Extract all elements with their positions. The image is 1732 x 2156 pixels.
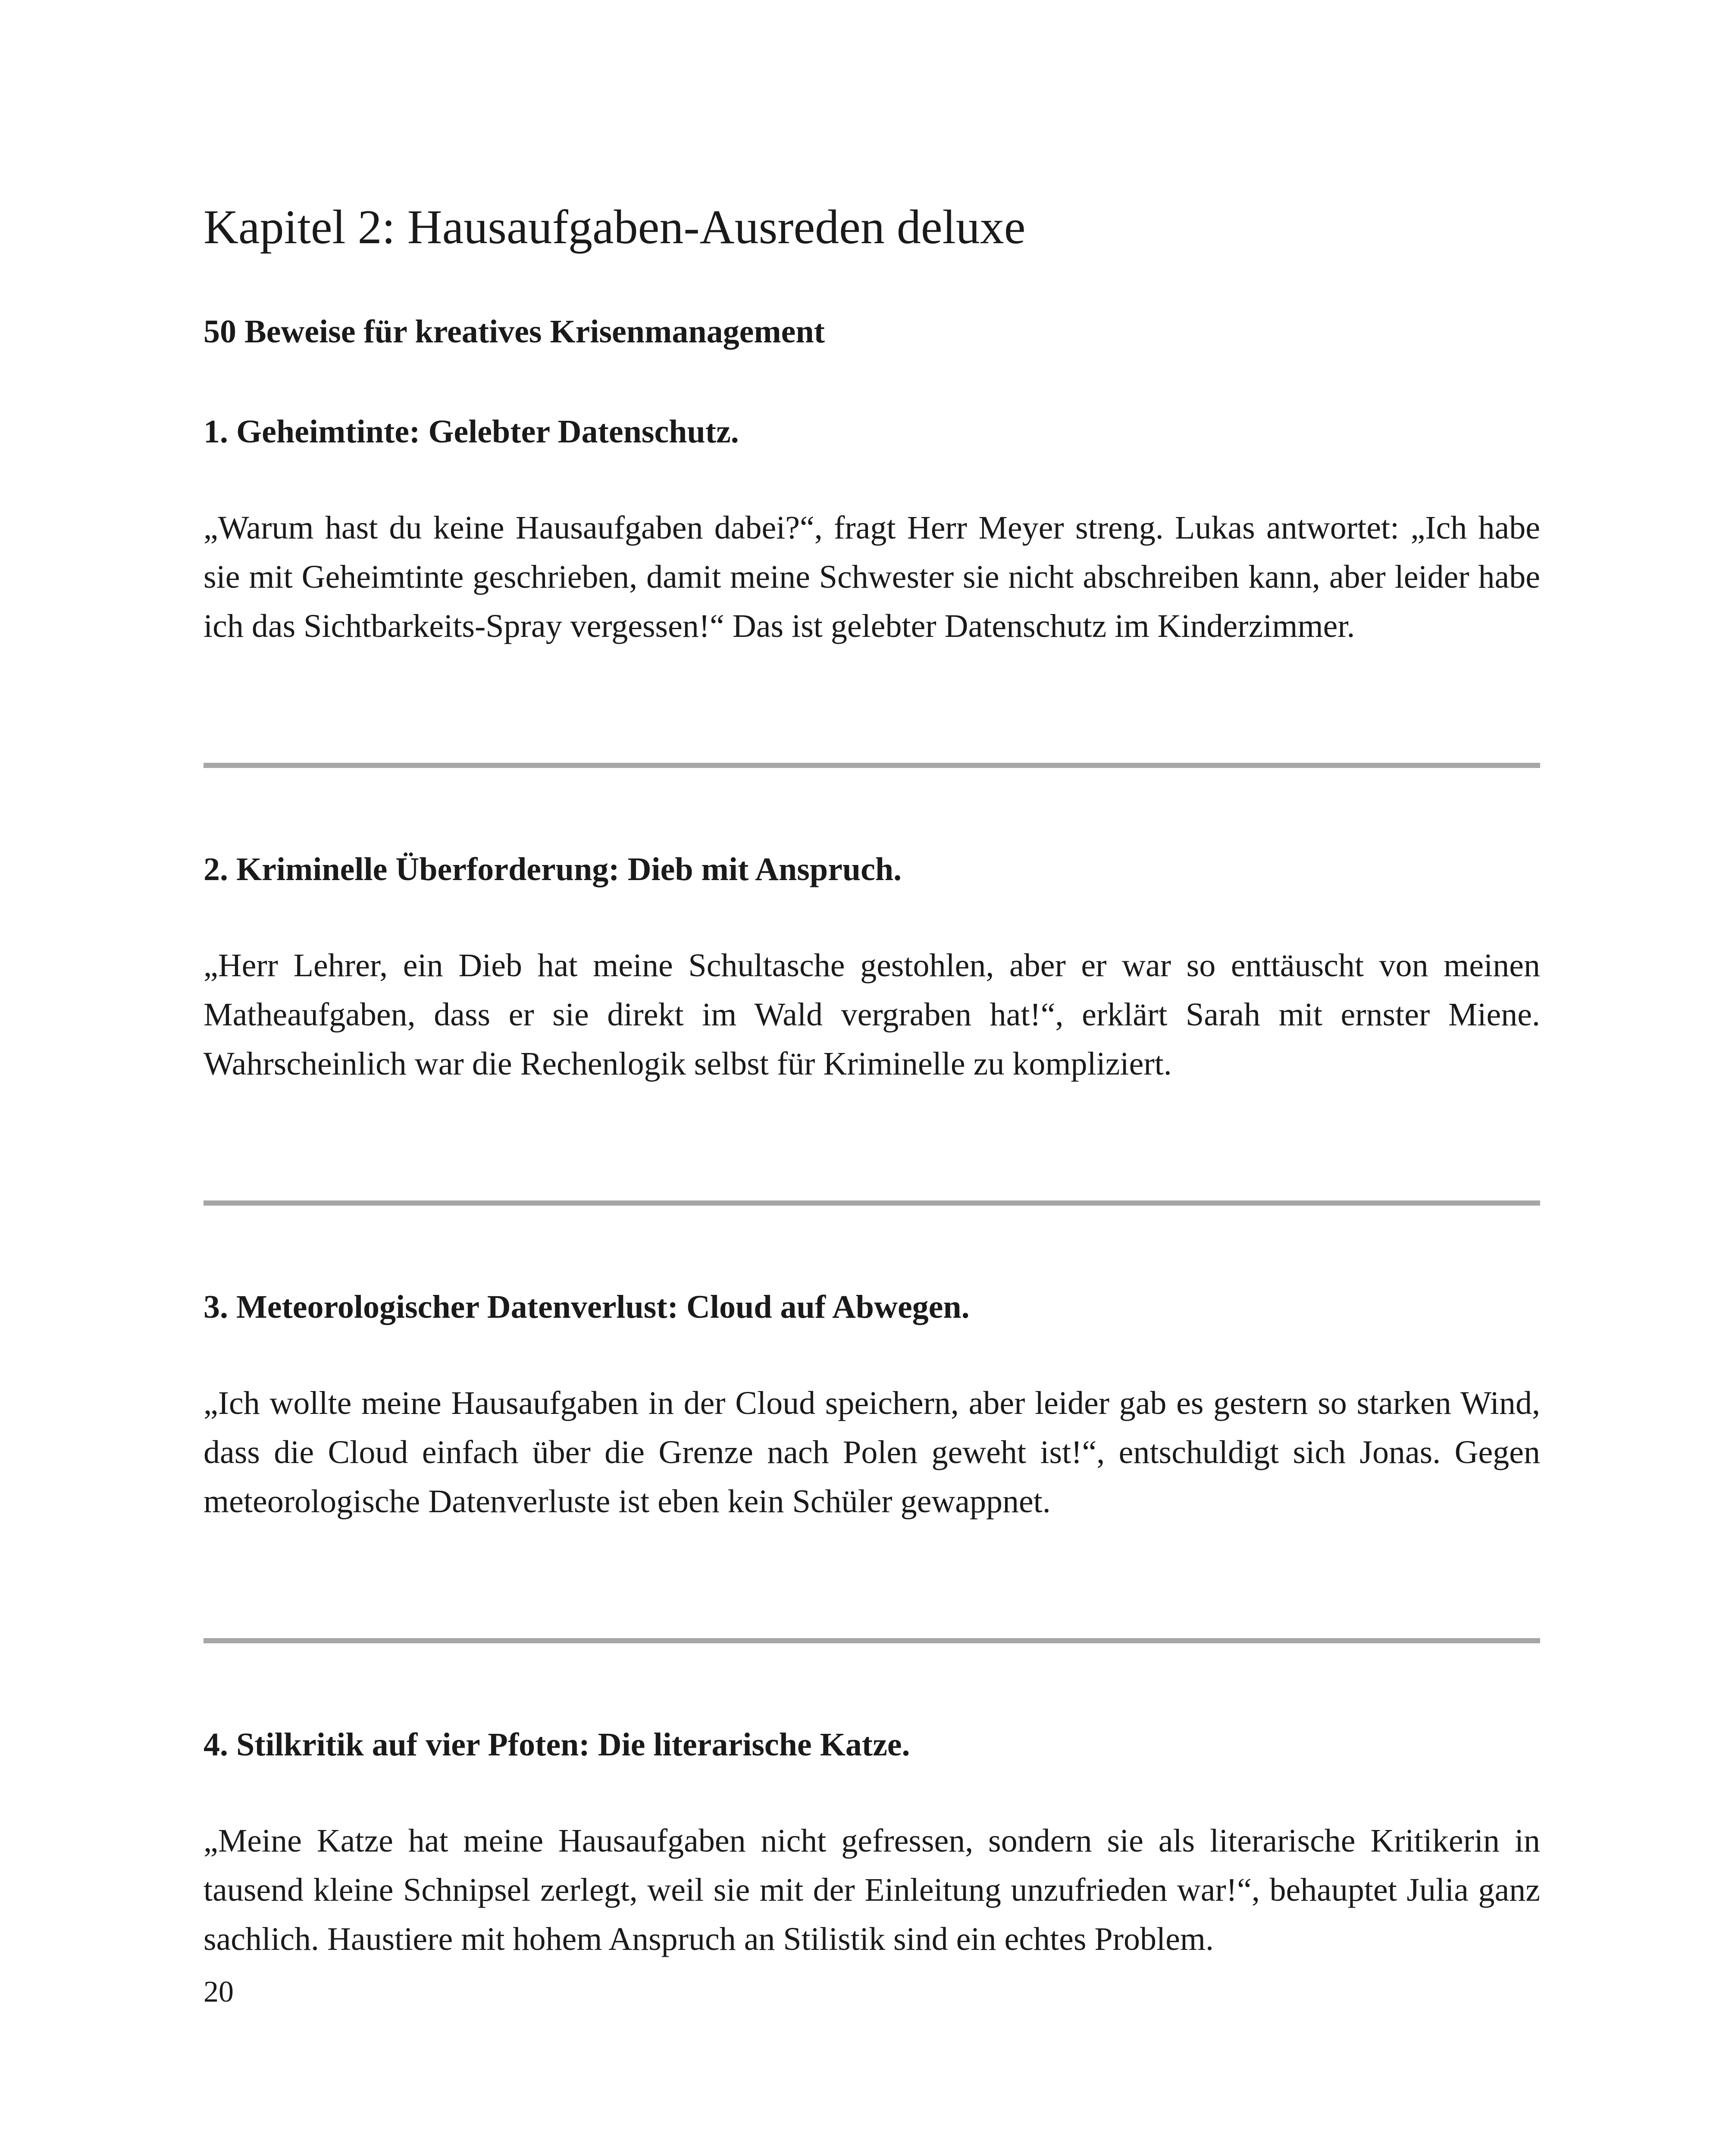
excuse-section-2 [204,850,1540,1088]
excuse-section-1 [204,412,1540,651]
excuse-heading: 3. Meteorologischer Datenverlust: Cloud auf Abwegen. [204,1288,970,1325]
excuse-paragraph: „Meine Katze hat meine Hausaufgaben nicht gefressen, sondern sie als literarische Kritikerin in tausend kleine Schnipsel zerlegt, weil sie mit der Einleitung unzufrieden war!“, behauptet Julia ganz sachlich. Haustiere mit hohem Anspruch an Stilistik sind ein echtes Problem. [204,1823,1540,1958]
excuse-heading: 4. Stilkritik auf vier Pfoten: Die literarische Katze. [204,1727,910,1763]
excuse-heading: 1. Geheimtinte: Gelebter Datenschutz. [204,413,739,450]
excuse-paragraph: „Herr Lehrer, ein Dieb hat meine Schultasche gestohlen, aber er war so enttäuscht von meinen Matheaufgaben, dass er sie direkt im Wald vergraben hat!“, erklärt Sarah mit ernster Miene. Wahrscheinlich war die Rechenlogik selbst für Kriminelle zu kompliziert. [204,947,1540,1082]
excuse-section-4 [204,1725,1540,1964]
excuse-paragraph: „Ich wollte meine Hausaufgaben in der Cloud speichern, aber leider gab es gestern so starken Wind, dass die Cloud einfach über die Grenze nach Polen geweht ist!“, entschuldigt sich Jonas. Gegen meteorologische Datenverluste ist eben kein Schüler gewappnet. [204,1385,1540,1520]
excuse-paragraph: „Warum hast du keine Hausaufgaben dabei?“, fragt Herr Meyer streng. Lukas antwortet: „Ich habe sie mit Geheimtinte geschrieben, damit meine Schwester sie nicht abschreiben kann, aber leider habe ich das Sichtbarkeits-Spray vergessen!“ Das ist gelebter Datenschutz im Kinderzimmer. [204,509,1540,644]
section-divider [204,763,1540,768]
page-number: 20 [204,1975,234,2009]
chapter-subtitle: 50 Beweise für kreatives Krisenmanagement [204,313,825,350]
chapter-title: Kapitel 2: Hausaufgaben-Ausreden deluxe [204,201,1026,254]
section-divider [204,1638,1540,1643]
excuse-heading: 2. Kriminelle Überforderung: Dieb mit Anspruch. [204,851,902,887]
page-content [204,198,1540,1964]
excuse-section-3 [204,1288,1540,1526]
section-divider [204,1200,1540,1206]
